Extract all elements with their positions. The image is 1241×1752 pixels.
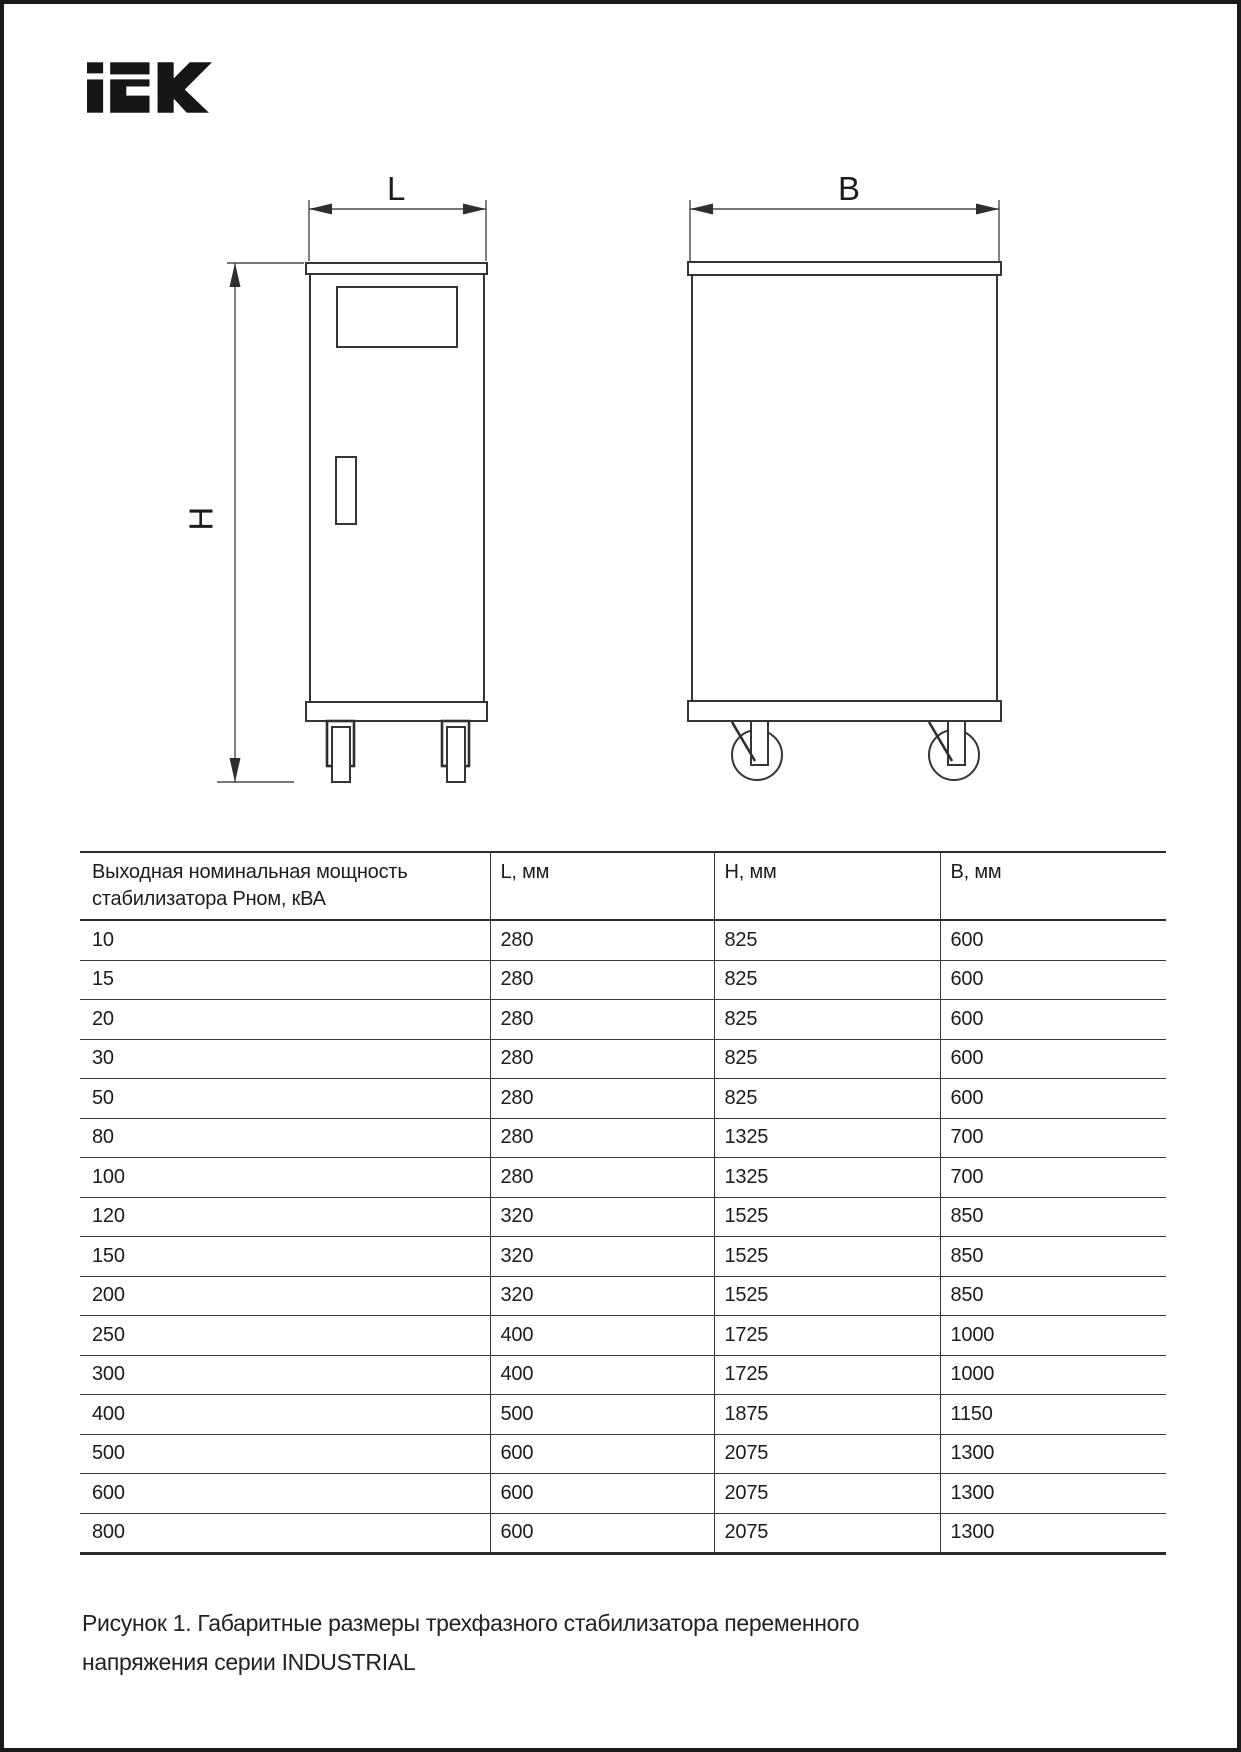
dimension-cell: 825: [714, 1079, 940, 1119]
power-cell: 10: [92, 928, 114, 951]
power-cell: 500: [80, 1434, 490, 1474]
table-row: [80, 1276, 1166, 1316]
dimension-cell: 1000: [940, 1316, 1166, 1356]
dimension-cell: 700: [940, 1158, 1166, 1198]
front-door-handle: [336, 457, 356, 524]
table-row: [80, 1395, 1166, 1435]
header-b: B, мм: [940, 852, 1166, 920]
caption-line-2: напряжения серии INDUSTRIAL: [82, 1649, 416, 1675]
dimension-cell: 1525: [714, 1237, 940, 1277]
front-display-panel: [337, 287, 457, 347]
power-cell: 80: [80, 1118, 490, 1158]
dimension-cell: 850: [940, 1237, 1166, 1277]
dimension-cell: 1300: [940, 1513, 1166, 1554]
dimension-cell: 1300: [940, 1474, 1166, 1514]
dimension-cell: 600: [940, 920, 1166, 960]
table-row: [80, 1237, 1166, 1277]
table-row: [80, 1000, 1166, 1040]
header-h: H, мм: [714, 852, 940, 920]
front-width-label: L: [387, 170, 405, 207]
side-right-caster: [929, 721, 979, 780]
power-cell: 600: [80, 1474, 490, 1514]
dimension-cell: 825: [714, 920, 940, 960]
dimension-cell: 280: [490, 1000, 714, 1040]
power-cell: 50: [80, 1079, 490, 1119]
dimension-b: [690, 200, 999, 261]
dimension-cell: 2075: [714, 1434, 940, 1474]
dimension-cell: 700: [940, 1118, 1166, 1158]
table-row: [80, 1079, 1166, 1119]
power-cell: 15: [80, 960, 490, 1000]
power-cell: 30: [80, 1039, 490, 1079]
power-cell: 200: [80, 1276, 490, 1316]
dimension-cell: 280: [490, 1039, 714, 1079]
side-left-caster: [732, 721, 782, 780]
figure-caption: [82, 1604, 942, 1682]
header-l: L, мм: [490, 852, 714, 920]
dimension-cell: 1525: [714, 1197, 940, 1237]
dimension-cell: 1325: [714, 1118, 940, 1158]
dimension-cell: 1875: [714, 1395, 940, 1435]
power-cell: 100: [80, 1158, 490, 1198]
dimension-cell: 1725: [714, 1316, 940, 1356]
power-cell: 300: [80, 1355, 490, 1395]
dimension-cell: 400: [490, 1316, 714, 1356]
dimension-cell: 600: [490, 1474, 714, 1514]
power-cell: 120: [80, 1197, 490, 1237]
side-view-drawing: [688, 200, 1001, 780]
front-left-wheel: [327, 721, 354, 782]
front-height-label: H: [182, 507, 220, 531]
table-row: [80, 1513, 1166, 1554]
table-row: [80, 1039, 1166, 1079]
caption-line-1: Рисунок 1. Габаритные размеры трехфазного стабилизатора переменного: [82, 1610, 860, 1636]
dimension-cell: 400: [490, 1355, 714, 1395]
dimensions-table: [80, 851, 1166, 1555]
dimension-cell: 600: [940, 960, 1166, 1000]
side-width-label: B: [838, 170, 860, 207]
dimension-cell: 825: [714, 1000, 940, 1040]
table-row: [80, 960, 1166, 1000]
table-row: [80, 1316, 1166, 1356]
dimension-cell: 1525: [714, 1276, 940, 1316]
power-cell: 20: [80, 1000, 490, 1040]
dimension-cell: 600: [940, 1079, 1166, 1119]
dimension-cell: 280: [490, 1118, 714, 1158]
dimension-cell: 825: [714, 960, 940, 1000]
dimension-cell: 2075: [714, 1474, 940, 1514]
dimension-drawings: [4, 4, 1241, 824]
dimension-cell: 2075: [714, 1513, 940, 1554]
dimension-h: [217, 263, 304, 782]
table-header-row: [80, 852, 1166, 920]
dimension-cell: 600: [490, 1513, 714, 1554]
dimension-cell: 1300: [940, 1434, 1166, 1474]
dimension-cell: 1000: [940, 1355, 1166, 1395]
table-row: [80, 1158, 1166, 1198]
dimension-cell: 825: [714, 1039, 940, 1079]
dimension-cell: 500: [490, 1395, 714, 1435]
dimension-cell: 1150: [940, 1395, 1166, 1435]
power-cell: 150: [80, 1237, 490, 1277]
dimension-cell: 320: [490, 1276, 714, 1316]
front-right-wheel: [442, 721, 469, 782]
power-cell: 800: [80, 1513, 490, 1554]
table-row: [80, 1474, 1166, 1514]
dimension-l: [309, 200, 486, 261]
table-row: [80, 920, 1166, 960]
dimension-cell: 280: [490, 960, 714, 1000]
dimension-cell: 1325: [714, 1158, 940, 1198]
table-row: [80, 1355, 1166, 1395]
dimension-cell: 1725: [714, 1355, 940, 1395]
front-view-drawing: [217, 200, 487, 782]
dimension-cell: 600: [940, 1000, 1166, 1040]
dimension-cell: 320: [490, 1197, 714, 1237]
table-row: [80, 1197, 1166, 1237]
dimension-cell: 280: [490, 920, 714, 960]
dimension-cell: 320: [490, 1237, 714, 1277]
power-cell: 400: [80, 1395, 490, 1435]
header-power: Выходная номинальная мощность стабилизатора Рном, кВА: [80, 852, 490, 920]
dimension-cell: 850: [940, 1276, 1166, 1316]
table-row: [80, 1434, 1166, 1474]
dimension-cell: 600: [490, 1434, 714, 1474]
dimension-cell: 280: [490, 1158, 714, 1198]
table-row: [80, 1118, 1166, 1158]
dimension-cell: 850: [940, 1197, 1166, 1237]
dimension-cell: 600: [940, 1039, 1166, 1079]
power-cell: 250: [80, 1316, 490, 1356]
dimension-cell: 280: [490, 1079, 714, 1119]
